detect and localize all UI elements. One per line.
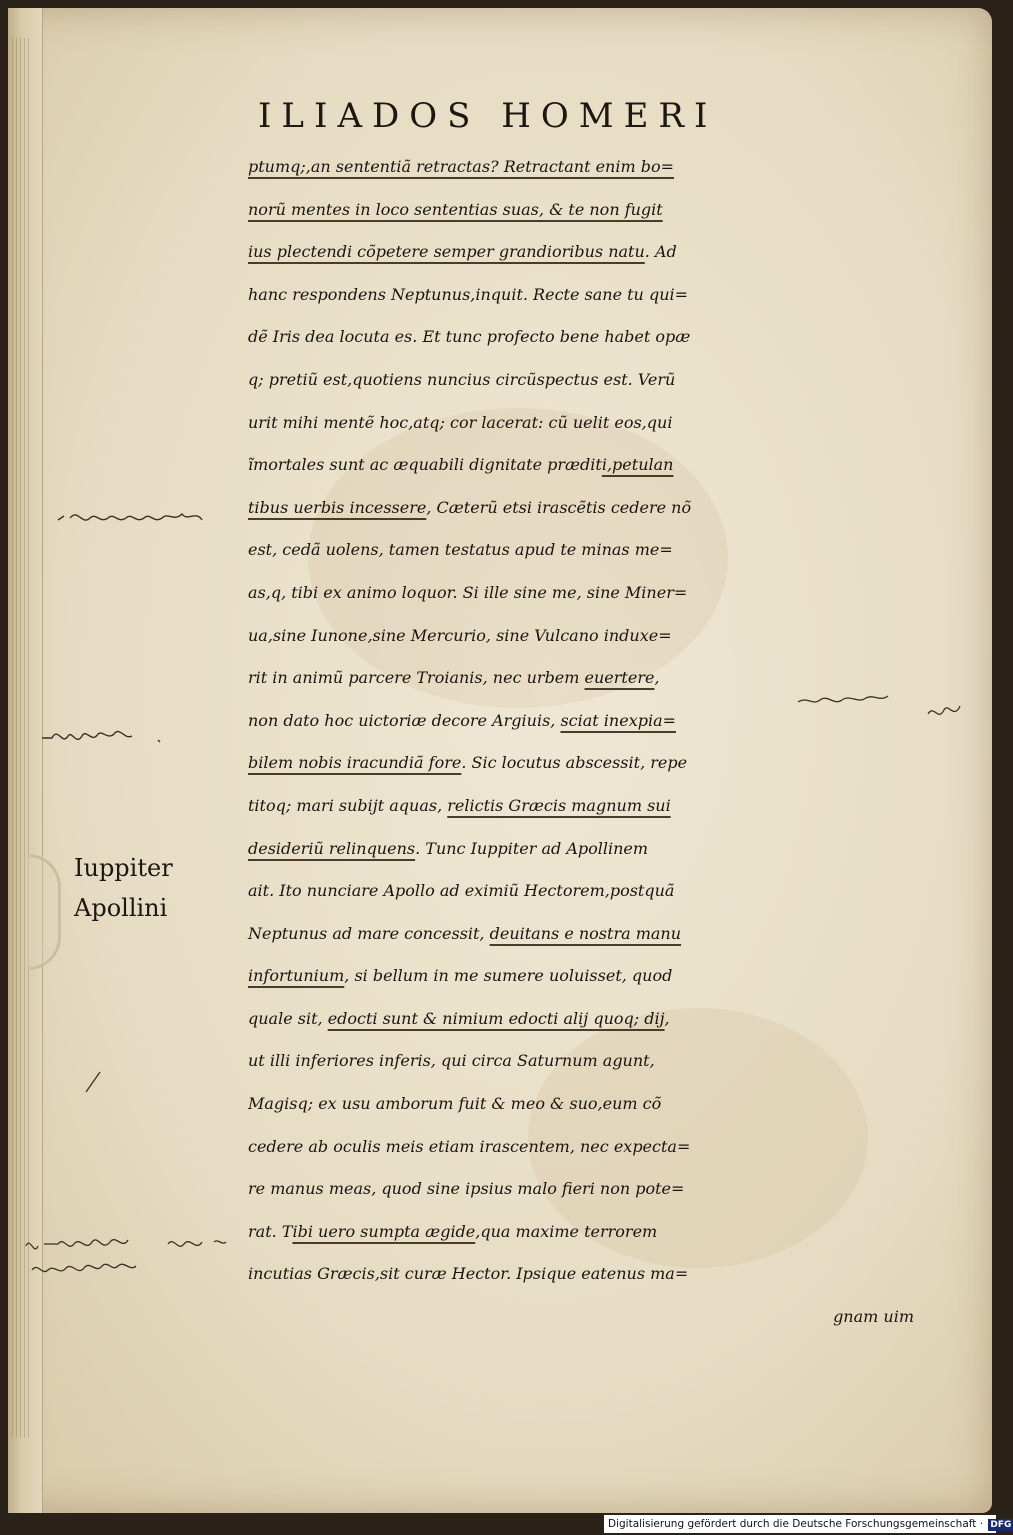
text-line	[248, 316, 918, 359]
text-segment: dẽ Iris dea locuta es. Et tunc profecto bene habet opæ	[248, 327, 691, 347]
text-segment: ,qua maxime terrorem	[475, 1221, 658, 1241]
handwritten-scribble	[18, 1226, 248, 1286]
text-line	[248, 785, 918, 828]
text-line	[248, 444, 918, 487]
underlined-passage: deuitans e nostra manu	[489, 923, 682, 943]
text-line	[248, 572, 918, 615]
text-segment: ,	[654, 668, 660, 688]
text-line	[248, 1083, 918, 1126]
text-segment: non dato hoc uictoriæ decore Argiuis,	[248, 710, 561, 730]
underlined-passage: infortunium	[248, 966, 345, 986]
marginal-note-line2: Apollini	[74, 894, 168, 922]
text-line	[248, 1296, 918, 1339]
text-segment: ,	[664, 1008, 670, 1028]
text-segment: q; pretiũ est,quotiens nuncius circũspectus est. Verũ	[248, 369, 676, 389]
text-segment: . Sic locutus abscessit, repe	[461, 753, 688, 773]
text-segment: ua,sine Iunone,sine Mercurio, sine Vulcano induxe=	[248, 625, 672, 645]
text-segment: cedere ab oculis meis etiam irascentem, nec expecta=	[248, 1136, 691, 1156]
text-segment: ut illi inferiores inferis, qui circa Saturnum agunt,	[248, 1051, 655, 1071]
text-line	[248, 274, 918, 317]
underlined-passage: tibus uerbis incessere	[248, 497, 427, 517]
text-segment: , Cæterũ etsi irascẽtis cedere nõ	[426, 497, 692, 517]
underlined-passage: bilem nobis iracundiã fore	[248, 753, 462, 773]
text-line	[248, 1211, 918, 1254]
handwritten-scribble	[48, 498, 238, 538]
text-line	[248, 529, 918, 572]
book-gutter	[8, 8, 43, 1513]
text-line	[248, 1040, 918, 1083]
text-segment: . Tunc Iuppiter ad Apollinem	[415, 838, 649, 858]
handwritten-scribble	[778, 684, 978, 734]
text-line	[248, 998, 918, 1041]
handwritten-mark	[80, 1066, 110, 1096]
footer-text: Digitalisierung gefördert durch die Deutsche Forschungsgemeinschaft ·	[608, 1518, 984, 1530]
text-segment: ĩmortales sunt ac æquabili dignitate prædit	[248, 455, 602, 475]
book-page	[8, 8, 992, 1513]
underlined-passage: edocti sunt & nimium edocti alij quoq; dij	[327, 1008, 665, 1028]
running-head: ILIADOS HOMERI	[258, 96, 718, 136]
text-line	[248, 146, 918, 189]
text-line	[248, 487, 918, 530]
text-line	[248, 359, 918, 402]
text-segment: est, cedã uolens, tamen testatus apud te minas me=	[248, 540, 673, 560]
marginal-note	[74, 848, 173, 928]
text-segment: rit in animũ parcere Troianis, nec urbem	[248, 668, 585, 688]
underlined-passage: relictis Græcis magnum sui	[447, 795, 671, 815]
text-segment: re manus meas, quod sine ipsius malo fieri non pote=	[248, 1179, 685, 1199]
text-line	[248, 742, 918, 785]
text-line	[248, 913, 918, 956]
text-line	[248, 189, 918, 232]
underlined-passage: ptumq;,an sententiã retractas? Retractant enim bo=	[248, 157, 675, 176]
digitization-footer	[604, 1515, 1012, 1533]
text-segment: urit mihi mentẽ hoc,atq; cor lacerat: cũ uelit eos,qui	[248, 412, 673, 432]
text-line	[248, 615, 918, 658]
text-segment: , si bellum in me sumere uoluisset, quod	[344, 966, 673, 986]
book-clasp	[28, 854, 61, 970]
text-segment: Neptunus ad mare concessit,	[248, 923, 490, 943]
body-text	[248, 146, 918, 1339]
text-segment: titoq; mari subijt aquas,	[248, 795, 448, 815]
text-segment: . Ad	[644, 242, 677, 262]
underlined-passage: ibi uero sumpta ægide	[292, 1221, 476, 1241]
text-segment: Magisq; ex usu amborum fuit & meo & suo,eum cõ	[248, 1094, 662, 1114]
underlined-passage: desideriũ relinquens	[248, 838, 416, 858]
underlined-passage: i,petulan	[601, 455, 674, 475]
text-line	[248, 1253, 918, 1296]
handwritten-scribble	[38, 720, 178, 756]
text-line	[248, 870, 918, 913]
marginal-note-line1: Iuppiter	[74, 854, 173, 882]
text-line	[248, 1168, 918, 1211]
text-segment: incutias Græcis,sit curæ Hector. Ipsique eatenus ma=	[248, 1264, 689, 1284]
text-segment: as,q, tibi ex animo loquor. Si ille sine me, sine Miner=	[248, 582, 688, 602]
text-segment: rat. T	[248, 1221, 293, 1241]
underlined-passage: euertere	[584, 668, 655, 688]
text-line	[248, 402, 918, 445]
text-segment: ait. Ito nunciare Apollo ad eximiũ Hectorem,postquã	[248, 881, 675, 901]
text-segment: hanc respondens Neptunus,inquit. Recte sane tu qui=	[248, 284, 689, 304]
underlined-passage: ius plectendi cõpetere semper grandioribus natu	[248, 242, 645, 262]
text-line	[248, 231, 918, 274]
text-line	[248, 955, 918, 998]
underlined-passage: sciat inexpia=	[560, 710, 677, 730]
text-segment: quale sit,	[248, 1008, 328, 1028]
text-line	[248, 828, 918, 871]
dfg-logo: DFG	[990, 1520, 1012, 1530]
underlined-passage: norũ mentes in loco sententias suas, & te non fugit	[248, 199, 663, 219]
text-line	[248, 1126, 918, 1169]
text-segment: gnam uim	[833, 1307, 914, 1327]
